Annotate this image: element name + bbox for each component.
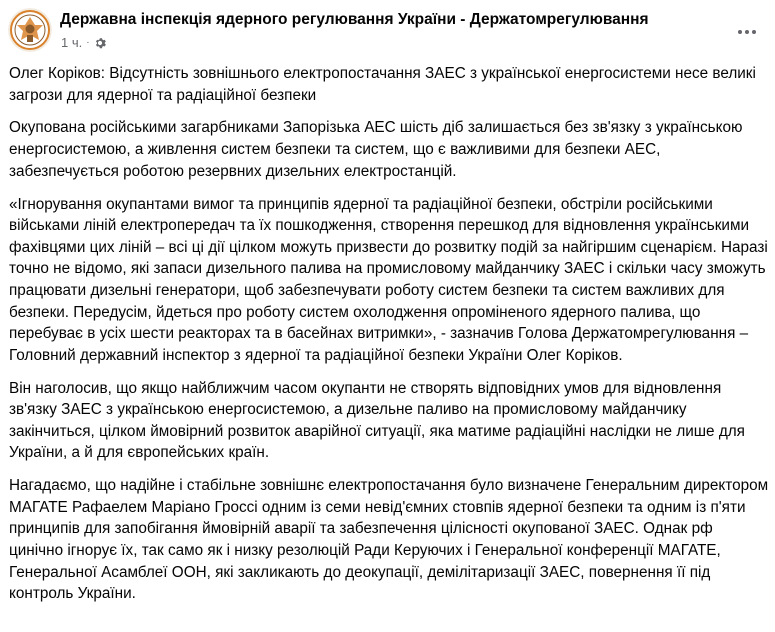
post-header (0, 0, 775, 62)
post-body (9, 63, 769, 616)
post-paragraph-2: Окупована російськими загарбниками Запорізька АЕС шість діб залишається без зв'язку з українською енергосистемою, а живлення систем безпеки та систем, що є важливими для безпеки АЕС, забезпечується роботою резервних дизельних електростанцій. (9, 119, 743, 180)
agency-logo-icon (8, 8, 52, 52)
post-paragraph-3: «Ігнорування окупантами вимог та принципів ядерної та радіаційної безпеки, обстріли російськими військами ліній електропередач та їх пошкодження, створення перешкод для відновлення українськими фахівцями цих ліній – всі ці дії цілком можуть призвести до розвитку подій за найгіршим сценарієм. Наразі точно не відомо, які запаси дизельного палива на промисловому майданчику ЗАЕС і скільки часу зможуть працювати дизельні генератори, щоб забезпечувати роботу систем безпеки та систем важливих для безпеки. Передусім, йдеться про роботу систем охолодження опроміненого ядерного палива, що перебуває в усіх шести реакторах та в басейнах витримки», - зазначив Голова Держатомрегулювання – Головний державний інспектор з ядерної та радіаційної безпеки України Олег Коріков. (9, 195, 768, 364)
more-options-icon (737, 30, 758, 34)
meta-separator: · (86, 37, 90, 48)
post-paragraph-1: Олег Коріков: Відсутність зовнішнього електропостачання ЗАЕС з української енергосистеми несе великі загрози для ядерної та радіаційної безпеки (9, 65, 756, 104)
post-timestamp[interactable]: 1 ч. (61, 35, 83, 50)
post-meta (61, 35, 106, 50)
more-options-button[interactable] (733, 18, 761, 46)
gear-icon[interactable] (94, 37, 106, 49)
post-paragraph-4: Він наголосив, що якщо найближчим часом окупанти не створять відповідних умов для відновлення зв'язку ЗАЕС з українською енергосистемою, а дизельне паливо на промисловому майданчику закінчиться, цілком ймовірний розвиток аварійної ситуації, яка матиме радіаційні наслідки не лише для України, а й для європейських країн. (9, 379, 745, 462)
post-paragraph-5: Нагадаємо, що надійне і стабільне зовнішнє електропостачання було визначене Генеральним директором МАГАТЕ Рафаелем Маріано Гроссі одним із семи невід'ємних стовпів ядерної безпеки та одним із п'яти принципів для запобігання ймовірній аварії та забезпечення цілісності окупованої ЗАЕС. Однак рф цинічно ігнорує їх, так само як і низку резолюцій Ради Керуючих і Генеральної конференції МАГАТЕ, Генеральної Асамблеї ООН, які закликають до деокупації, демілітаризації ЗАЕС, повернення її під контроль України. (9, 477, 769, 603)
page-name-link[interactable]: Державна інспекція ядерного регулювання України - Держатомрегулювання (60, 11, 649, 28)
page-avatar[interactable] (8, 8, 52, 52)
